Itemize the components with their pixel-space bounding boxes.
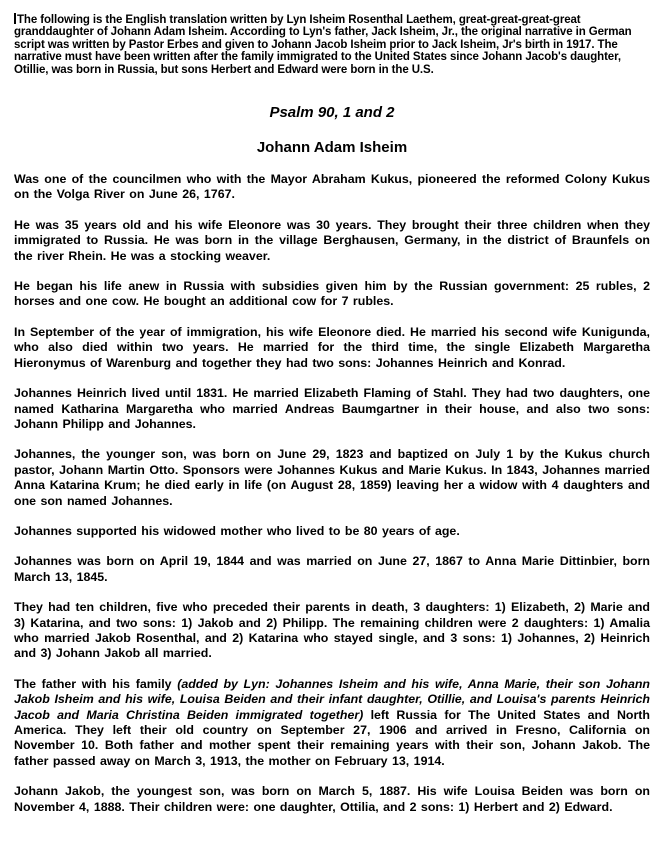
paragraph-johannes-younger-son: Johannes, the younger son, was born on June 29, 1823 and baptized on July 1 by the Kukus church pastor, Johann Martin Otto. Sponsors were Johannes Kukus and Marie Kukus. In 1843, Johannes married Anna Katarina Krum; he died early in life (on August 28, 1859) leaving her a widow with 4 daughters and one son named Johannes. — [14, 447, 650, 508]
paragraph-emigration — [14, 677, 650, 769]
paragraph-johann-jakob: Johann Jakob, the youngest son, was born on March 5, 1887. His wife Louisa Beiden was born on November 4, 1888. Their children were: one daughter, Ottilia, and 2 sons: 1) Herbert and 2) Edward. — [14, 784, 650, 814]
emigration-tail: left Russia for The United States and North America. They left their old country on September 27, 1906 and arrived in Fresno, California on November 10. Both father and mother spent their remaining years with their son, Johann Jakob. The father passed away on March 3, 1913, the mother on February 13, 1914. — [14, 707, 650, 768]
paragraph-councilmen: Was one of the councilmen who with the Mayor Abraham Kukus, pioneered the reformed Colony Kukus on the Volga River on June 26, 1767. — [14, 172, 650, 202]
paragraph-age-origin: He was 35 years old and his wife Eleonore was 30 years. They brought their three children when they immigrated to Russia. He was born in the village Berghausen, Germany, in the district of Braunfels on the river Rhein. He was a stocking weaver. — [14, 217, 650, 263]
emigration-lead: The father with his family — [14, 676, 178, 691]
paragraph-widowed-mother: Johannes supported his widowed mother who lived to be 80 years of age. — [14, 523, 460, 538]
paragraph-johannes-born-1844: Johannes was born on April 19, 1844 and was married on June 27, 1867 to Anna Marie Dittinbier, born March 13, 1845. — [14, 554, 650, 584]
name-heading: Johann Adam Isheim — [256, 139, 408, 157]
emigration-italic-note: (added by Lyn: Johannes Isheim and his wife, Anna Marie, their son Johann Jakob Isheim and his wife, Louisa Beiden and their infant daughter, Otillie, and Louisa's parents Heinrich Jacob and Maria Christina Beiden immigrated together) — [14, 676, 651, 722]
paragraph-subsidies: He began his life anew in Russia with subsidies given him by the Russian government: 25 rubles, 2 horses and one cow. He bought an additional cow for 7 rubles. — [14, 279, 650, 309]
document-body — [14, 172, 650, 815]
intro-paragraph — [14, 13, 650, 76]
paragraph-ten-children: They had ten children, five who preceded their parents in death, 3 daughters: 1) Elizabeth, 2) Marie and 3) Katarina, and two sons: 1) Jakob and 2) Philipp. The remaining children were 2 daughters: 1) Amalia who married Jakob Rosenthal, and 2) Katarina who stayed single, and 3 sons: 1) Johannes, 2) Heinrich and 3) Johann Jakob all married. — [14, 600, 650, 661]
text-cursor — [14, 13, 16, 24]
psalm-heading: Psalm 90, 1 and 2 — [269, 104, 395, 122]
paragraph-marriages: In September of the year of immigration, his wife Eleonore died. He married his second wife Kunigunda, who also died within two years. He married for the third time, the single Elizabeth Margaretha Hieronymus of Warenburg and together they had two sons: Johannes Heinrich and Konrad. — [14, 324, 650, 370]
intro-text: The following is the English translation written by Lyn Isheim Rosenthal Laethem, great-great-great-great granddaughter of Johann Adam Isheim. According to Lyn's father, Jack Isheim, Jr., the original narrative in German script was written by Pastor Erbes and given to Johann Jacob Isheim prior to Jack Isheim, Jr's birth in 1917. The narrative must have been written after the family immigrated to the United States since Johann Jacob's daughter, Otillie, was born in Russia, but sons Herbert and Edward were born in the U.S. — [14, 14, 632, 76]
paragraph-johannes-heinrich: Johannes Heinrich lived until 1831. He married Elizabeth Flaming of Stahl. They had two daughters, one named Katharina Margaretha who married Andreas Baumgartner in their house, and also two sons: Johann Philipp and Johannes. — [14, 386, 650, 431]
